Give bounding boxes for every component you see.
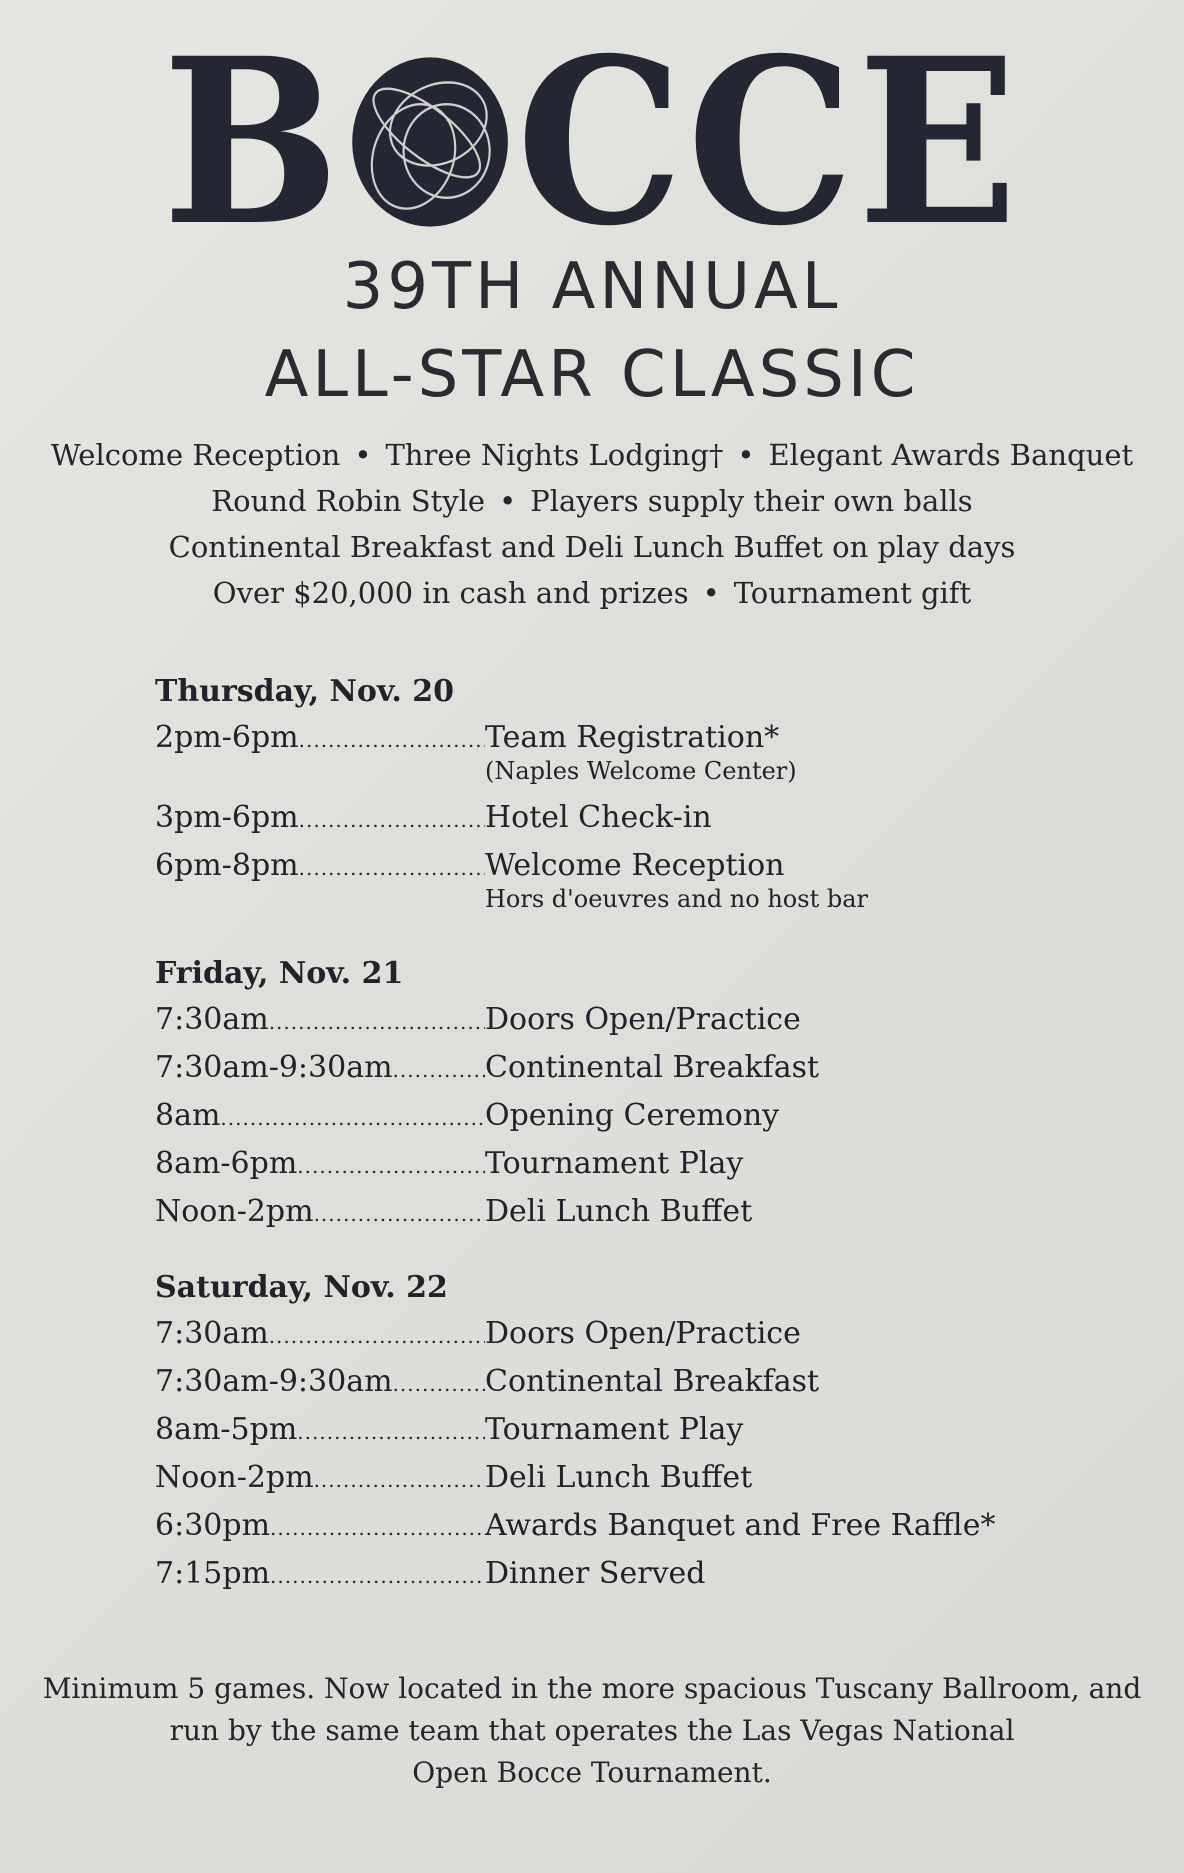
schedule-row [155,1358,1055,1406]
schedule-row [155,996,1055,1044]
schedule-row [155,1454,1055,1502]
bullet-icon: • [737,438,755,472]
bullet-icon: • [354,438,372,472]
time-text: 8am [155,1098,221,1133]
feature-item: Three Nights Lodging† [385,438,724,472]
dot-leader [299,844,485,892]
footer-line: Open Bocce Tournament. [412,1756,772,1789]
schedule-row [155,1092,1055,1140]
schedule [155,670,1055,1628]
schedule-time [155,714,485,764]
schedule-event: Continental Breakfast [485,1364,820,1399]
dot-leader [297,1408,485,1456]
time-text: 7:30am-9:30am [155,1050,393,1085]
dot-leader [269,998,485,1046]
bocce-logo [0,8,1184,276]
logo-letter: B [162,8,344,276]
schedule-time [155,1502,485,1552]
dot-leader [314,1190,485,1238]
schedule-event: Deli Lunch Buffet [485,1194,753,1229]
schedule-time [155,842,485,892]
feature-item: Over $20,000 in cash and prizes [212,576,689,610]
time-text: 7:15pm [155,1556,271,1591]
schedule-note: (Naples Welcome Center) [485,757,797,785]
schedule-time [155,1188,485,1238]
dot-leader [314,1456,485,1504]
footer-note [40,1668,1144,1794]
time-text: 7:30am [155,1316,269,1351]
dot-leader [220,1094,485,1142]
time-text: 8am-6pm [155,1146,298,1181]
event-title-line2: ALL-STAR CLASSIC [264,338,920,412]
schedule-event: Opening Ceremony [485,1098,780,1133]
schedule-time [155,1358,485,1408]
schedule-time [155,1406,485,1456]
schedule-row [155,714,1055,762]
dot-leader [393,1360,485,1408]
dot-leader [270,1552,485,1600]
schedule-event: Dinner Served [485,1556,706,1591]
feature-item: Welcome Reception [50,438,341,472]
feature-item: Continental Breakfast and Deli Lunch Buffet on play days [168,530,1016,564]
dot-leader [269,1312,485,1360]
schedule-event: Doors Open/Practice [485,1002,801,1037]
day-heading: Thursday, Nov. 20 [155,674,454,709]
schedule-row [155,1550,1055,1598]
schedule-event: Hotel Check-in [485,800,712,835]
schedule-event: Doors Open/Practice [485,1316,801,1351]
bullet-icon: • [499,484,517,518]
time-text: Noon-2pm [155,1460,314,1495]
feature-line [0,524,1184,570]
time-text: Noon-2pm [155,1194,314,1229]
event-title-line1: 39TH ANNUAL [342,250,842,324]
feature-item: Tournament gift [733,576,972,610]
schedule-event: Continental Breakfast [485,1050,820,1085]
schedule-event: Team Registration* [485,720,780,755]
bocce-ball-icon [347,52,513,232]
schedule-time [155,1454,485,1504]
schedule-event: Tournament Play [485,1412,744,1447]
logo-letter: E [857,8,1022,276]
schedule-day [155,952,1055,1236]
time-text: 3pm-6pm [155,800,299,835]
schedule-time [155,1140,485,1190]
schedule-row [155,794,1055,842]
schedule-row [155,1406,1055,1454]
schedule-day [155,670,1055,922]
schedule-time [155,794,485,844]
schedule-event: Welcome Reception [485,848,785,883]
schedule-time [155,1044,485,1094]
schedule-note: Hors d'oeuvres and no host bar [485,885,868,913]
schedule-row [155,1044,1055,1092]
schedule-row [155,1310,1055,1358]
schedule-event: Deli Lunch Buffet [485,1460,753,1495]
time-text: 7:30am [155,1002,269,1037]
feature-item: Round Robin Style [211,484,486,518]
schedule-row [155,1140,1055,1188]
logo-letter: C [687,8,858,276]
time-text: 7:30am-9:30am [155,1364,393,1399]
schedule-time [155,1092,485,1142]
schedule-time [155,1310,485,1360]
bullet-icon: • [702,576,720,610]
time-text: 2pm-6pm [155,720,299,755]
feature-item: Elegant Awards Banquet [768,438,1134,472]
dot-leader [393,1046,485,1094]
day-heading: Friday, Nov. 21 [155,956,404,991]
schedule-row [155,1188,1055,1236]
feature-item: Players supply their own balls [530,484,973,518]
schedule-event: Tournament Play [485,1146,744,1181]
schedule-time [155,996,485,1046]
features-list [0,432,1184,616]
schedule-event: Awards Banquet and Free Raffle* [485,1508,996,1543]
schedule-row [155,842,1055,890]
footer-line: run by the same team that operates the Las Vegas National [169,1714,1015,1747]
schedule-time [155,1550,485,1600]
time-text: 6:30pm [155,1508,271,1543]
feature-line [0,432,1184,478]
dot-leader [299,716,485,764]
footer-line: Minimum 5 games. Now located in the more spacious Tuscany Ballroom, and [42,1672,1142,1705]
day-heading: Saturday, Nov. 22 [155,1270,448,1305]
schedule-row [155,1502,1055,1550]
logo-letter: C [516,8,688,276]
time-text: 8am-5pm [155,1412,298,1447]
time-text: 6pm-8pm [155,848,299,883]
schedule-day [155,1266,1055,1598]
dot-leader [299,796,485,844]
feature-line [0,478,1184,524]
dot-leader [270,1504,485,1552]
feature-line [0,570,1184,616]
dot-leader [297,1142,485,1190]
